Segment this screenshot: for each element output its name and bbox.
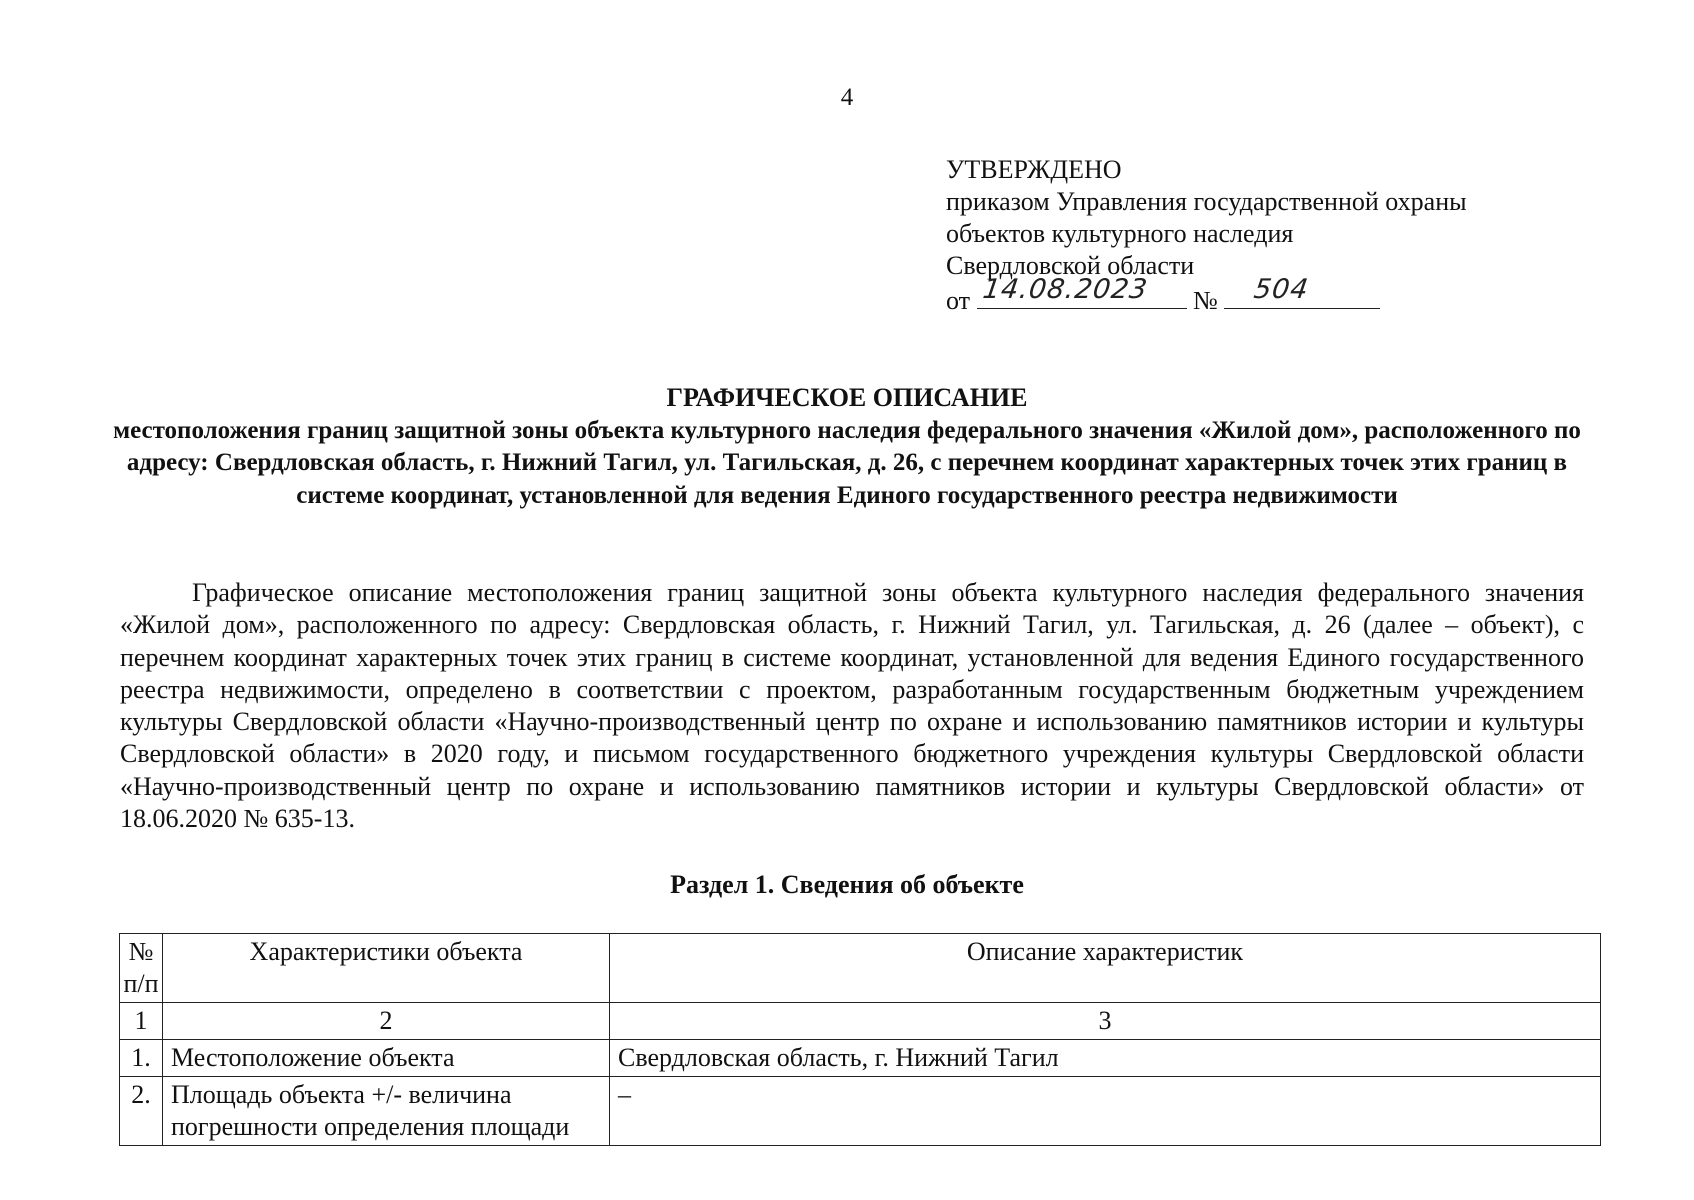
table-numbering-row (120, 1003, 1601, 1040)
title-main: ГРАФИЧЕСКОЕ ОПИСАНИЕ (666, 383, 1028, 412)
row-description: – (610, 1077, 1601, 1146)
header-cell: Описание характеристик (610, 934, 1601, 1003)
table-row (120, 1040, 1601, 1077)
section-heading: Раздел 1. Сведения об объекте (670, 870, 1024, 899)
page-number: 4 (840, 84, 854, 111)
approval-line: приказом Управления государственной охраны (946, 187, 1467, 216)
table-row (120, 1077, 1601, 1146)
approval-heading: УТВЕРЖДЕНО (946, 155, 1122, 184)
from-label: от (946, 286, 971, 315)
row-characteristic: Площадь объекта +/- величина погрешности определения площади (163, 1077, 610, 1146)
number-field (1224, 274, 1380, 309)
header-cell: Характеристики объекта (163, 934, 610, 1003)
approval-line: объектов культурного наследия (946, 219, 1294, 248)
body-paragraph: Графическое описание местоположения границ защитной зоны объекта культурного наследия федерального значения «Жилой дом», расположенного по адресу: Свердловская область, г. Нижний Тагил, ул. Тагильская, д. 26 (далее – объект), с перечнем координат характерных точек этих границ в системе координат, установленной для ведения Единого государственного реестра недвижимости, определено в соответствии с проектом, разработанным государственным бюджетным учреждением культуры Свердловской области «Научно-производственный центр по охране и использованию памятников истории и культуры Свердловской области» в 2020 году, и письмом государственного бюджетного учреждения культуры Свердловской области «Научно-производственный центр по охране и использованию памятников истории и культуры Свердловской области» от 18.06.2020 № 635-13. (120, 578, 1584, 834)
title-subtitle: местоположения границ защитной зоны объекта культурного наследия федерального значения «Жилой дом», расположенного по адресу: Свердловская область, г. Нижний Тагил, ул. Тагильская, д. 26, с перечнем координат характерных точек этих границ в системе координат, установленной для ведения Единого государственного реестра недвижимости (113, 416, 1581, 509)
handwritten-number: 504 (1252, 274, 1312, 305)
approval-stamp-block (946, 154, 1467, 317)
approval-signature-line (946, 274, 1467, 317)
numbering-cell: 3 (610, 1003, 1601, 1040)
numbering-cell: 2 (163, 1003, 610, 1040)
row-description: Свердловская область, г. Нижний Тагил (610, 1040, 1601, 1077)
approval-line: Свердловской области (946, 251, 1195, 280)
table-header-row (120, 934, 1601, 1003)
row-number: 1. (120, 1040, 163, 1077)
date-field (977, 274, 1187, 309)
object-info-table (119, 933, 1601, 1146)
row-number: 2. (120, 1077, 163, 1146)
row-characteristic: Местоположение объекта (163, 1040, 610, 1077)
document-title (110, 382, 1584, 512)
numbering-cell: 1 (120, 1003, 163, 1040)
number-label: № (1193, 286, 1218, 315)
handwritten-date: 14.08.2023 (980, 274, 1150, 305)
header-cell: № п/п (120, 934, 163, 1003)
